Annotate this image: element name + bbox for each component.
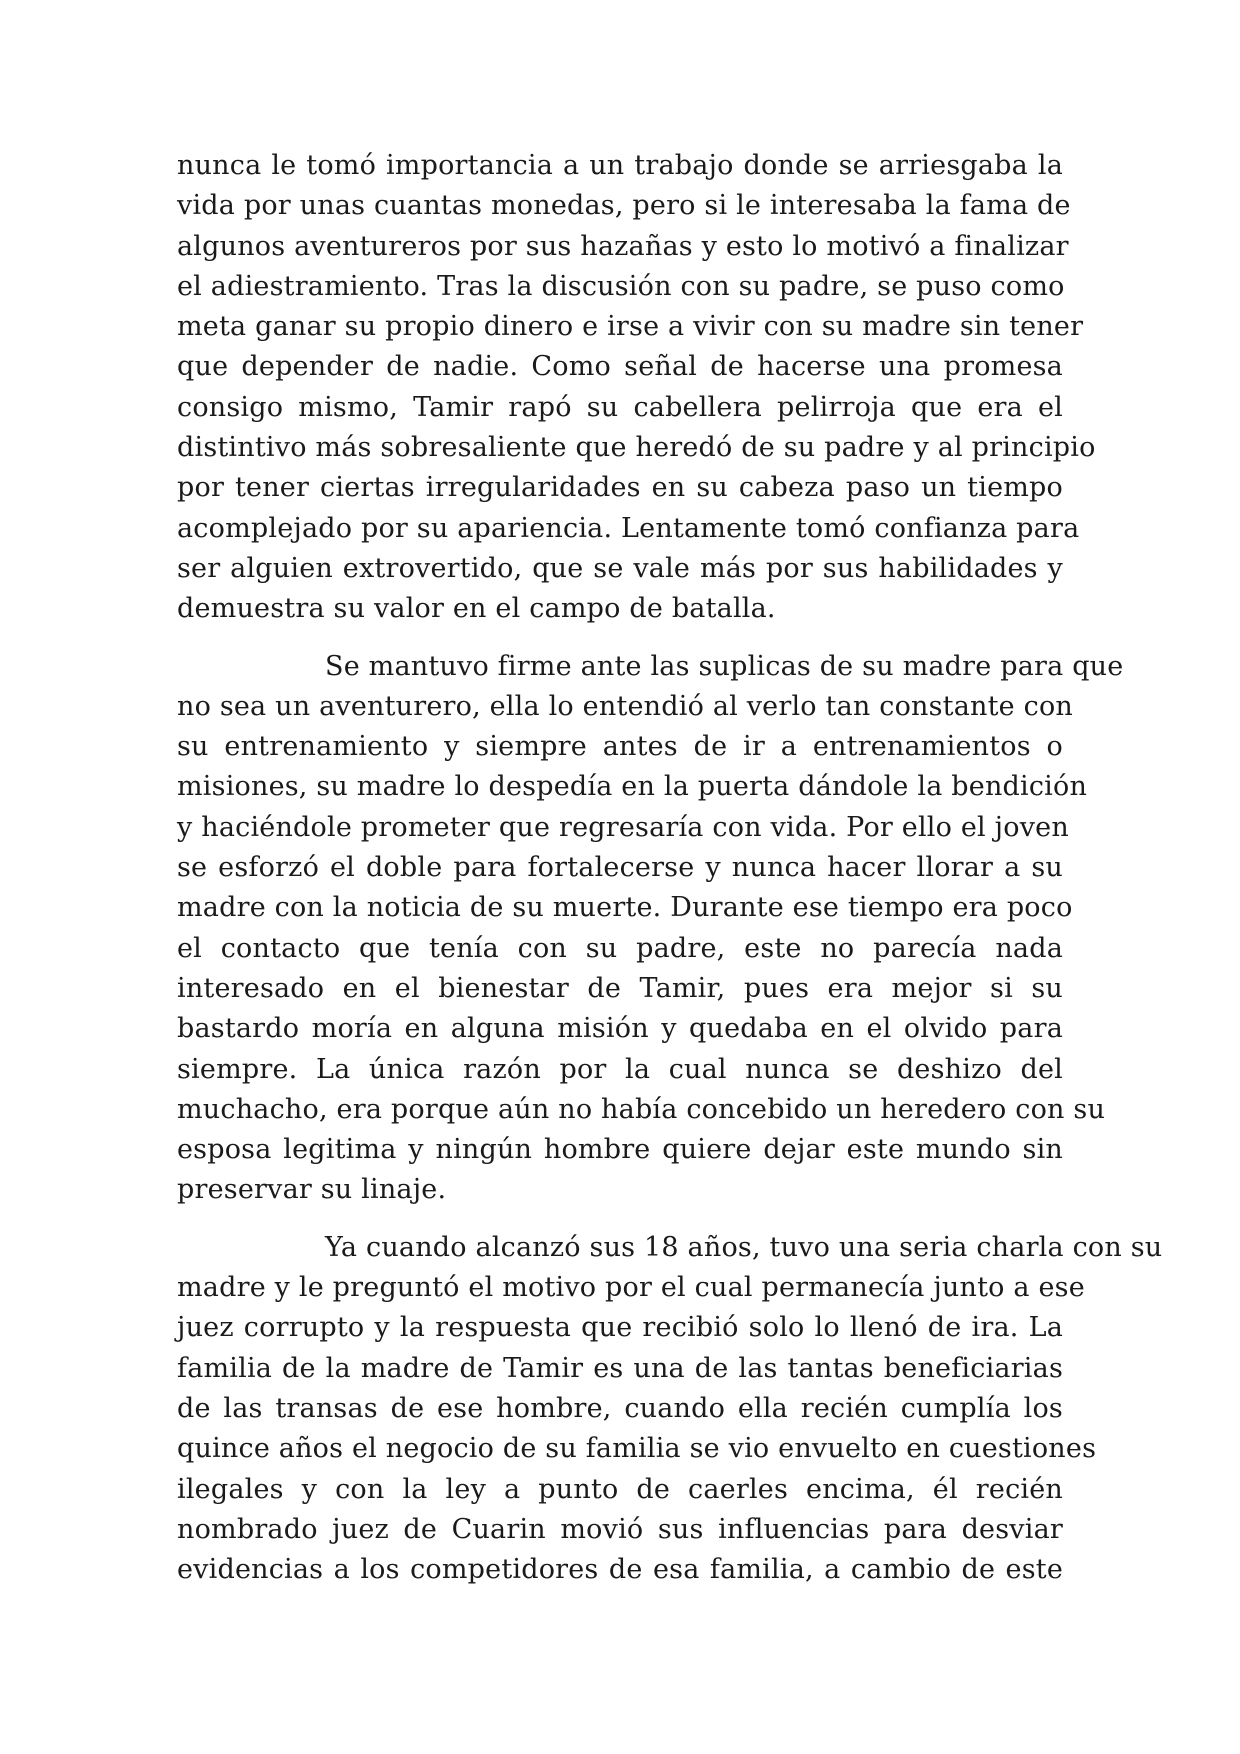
text-line: el adiestramiento. Tras la discusión con su padre, se puso como [177,270,1065,302]
text-line: madre y le preguntó el motivo por el cual permanecía junto a ese [177,1272,1085,1304]
text-line: por tener ciertas irregularidades en su cabeza paso un tiempo [177,472,1063,504]
text-line: acomplejado por su apariencia. Lentamente tomó confianza para [177,512,1080,544]
text-line: familia de la madre de Tamir es una de las tantas beneficiarias [177,1352,1063,1384]
text-line: Ya cuando alcanzó sus 18 años, tuvo una seria charla con su [325,1231,1163,1263]
paragraph-1 [177,146,1096,630]
text-line: consigo mismo, Tamir rapó su cabellera pelirroja que era el [177,391,1063,423]
text-line: misiones, su madre lo despedía en la puerta dándole la bendición [177,771,1088,803]
text-line: preservar su linaje. [177,1174,447,1206]
text-line: y haciéndole prometer que regresaría con vida. Por ello el joven [177,811,1069,843]
text-line: quince años el negocio de su familia se vio envuelto en cuestiones [177,1433,1097,1465]
text-line: madre con la noticia de su muerte. Durante ese tiempo era poco [177,892,1073,924]
text-line: muchacho, era porque aún no había concebido un heredero con su [177,1093,1106,1125]
text-line: su entrenamiento y siempre antes de ir a entrenamientos o [177,731,1063,763]
text-line: juez corrupto y la respuesta que recibió solo lo llenó de ira. La [177,1312,1063,1344]
paragraph-2 [177,647,1124,1211]
text-line: que depender de nadie. Como señal de hacerse una promesa [177,351,1063,383]
paragraph-3 [177,1228,1163,1591]
text-line: ilegales y con la ley a punto de caerles encima, él recién [177,1473,1063,1505]
text-line: algunos aventureros por sus hazañas y esto lo motivó a finalizar [177,230,1069,262]
text-line: interesado en el bienestar de Tamir, pues era mejor si su [177,972,1063,1004]
text-line: distintivo más sobresaliente que heredó de su padre y al principio [177,432,1096,464]
text-line: no sea un aventurero, ella lo entendió al verlo tan constante con [177,690,1073,722]
body-text [177,146,1163,1607]
text-line: vida por unas cuantas monedas, pero si le interesaba la fama de [177,190,1071,222]
text-line: siempre. La única razón por la cual nunca se deshizo del [177,1053,1063,1085]
text-line: evidencias a los competidores de esa familia, a cambio de este [177,1554,1063,1586]
text-line: de las transas de ese hombre, cuando ella recién cumplía los [177,1392,1063,1424]
text-line: el contacto que tenía con su padre, este no parecía nada [177,932,1063,964]
text-line: ser alguien extrovertido, que se vale más por sus habilidades y [177,552,1063,584]
text-line: nombrado juez de Cuarin movió sus influencias para desviar [177,1513,1063,1545]
text-line: esposa legitima y ningún hombre quiere dejar este mundo sin [177,1134,1063,1166]
text-line: demuestra su valor en el campo de batalla. [177,593,776,625]
text-line: meta ganar su propio dinero e irse a vivir con su madre sin tener [177,311,1084,343]
text-line: bastardo moría en alguna misión y quedaba en el olvido para [177,1013,1063,1045]
text-line: Se mantuvo firme ante las suplicas de su madre para que [325,650,1124,682]
text-line: nunca le tomó importancia a un trabajo donde se arriesgaba la [177,150,1063,181]
text-line: se esforzó el doble para fortalecerse y nunca hacer llorar a su [177,852,1063,884]
